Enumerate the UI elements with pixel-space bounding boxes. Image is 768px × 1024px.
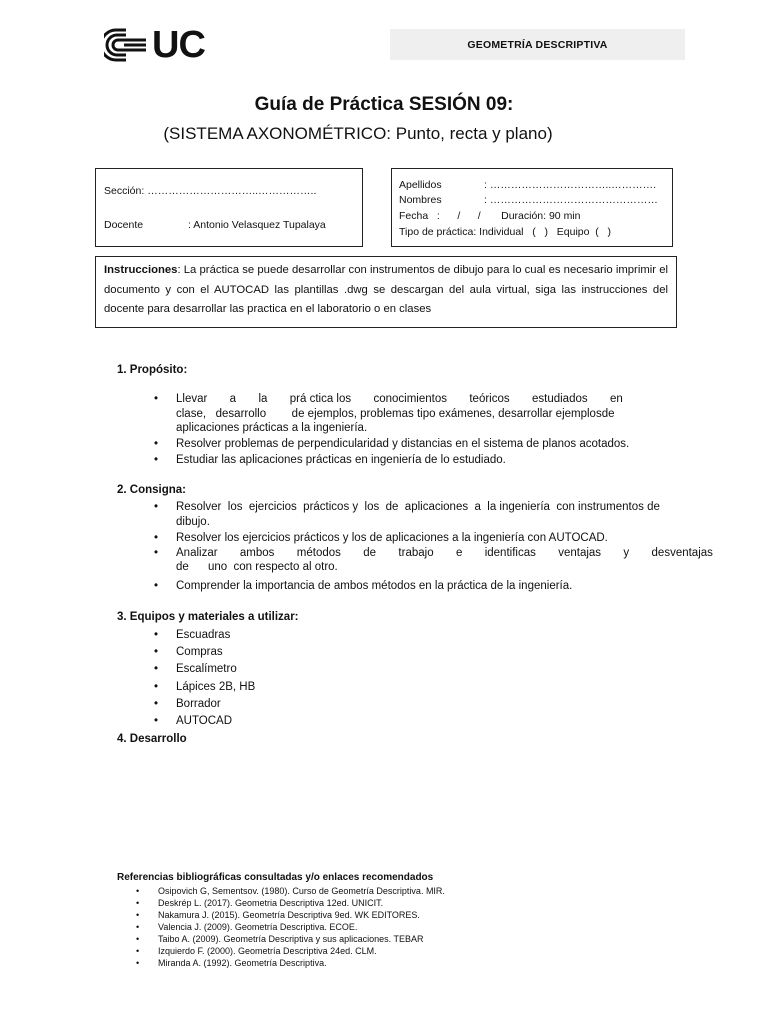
- page-title: Guía de Práctica SESIÓN 09:: [254, 94, 514, 115]
- nombres-label: Nombres: [399, 194, 442, 206]
- section-consigna-heading: 2. Consigna:: [117, 484, 187, 496]
- uc-logo: [104, 24, 205, 66]
- course-label: GEOMETRÍA DESCRIPTIVA: [390, 29, 685, 60]
- section-equipos-heading: 3. Equipos y materiales a utilizar:: [117, 611, 299, 623]
- nombres-field: : …………………………………………: [484, 194, 658, 206]
- instructions-box: [95, 256, 677, 328]
- instructions-label: Instrucciones: [104, 264, 178, 276]
- docente-value: : Antonio Velasquez Tupalaya: [188, 219, 326, 231]
- apellidos-label: Apellidos: [399, 179, 442, 191]
- student-info-left: [95, 168, 363, 247]
- apellidos-field: : ……………………………..………….: [484, 179, 657, 191]
- student-info-right: [391, 168, 673, 247]
- logo-text: UC: [152, 24, 205, 66]
- fecha-line: Fecha : / / Duración: 90 min: [399, 210, 581, 222]
- docente-label: Docente: [104, 219, 144, 231]
- seccion-field: Sección: …………………………..……………..: [104, 185, 317, 197]
- tipo-practica-line: Tipo de práctica: Individual ( ) Equipo ( ): [399, 226, 612, 238]
- uc-logo-mark-icon: [104, 28, 148, 62]
- page-subtitle: (SISTEMA AXONOMÉTRICO: Punto, recta y plano): [163, 124, 553, 143]
- section-desarrollo-heading: 4. Desarrollo: [117, 733, 187, 745]
- instructions-text: : La práctica se puede desarrollar con instrumentos de dibujo para lo cual es necesario imprimir el documento y con el AUTOCAD las plantillas .dwg se descargan del aula virtual, siga las instrucciones del docente para desarrollar las practica en el laboratorio o en clases: [104, 264, 668, 315]
- section-proposito-heading: 1. Propósito:: [117, 364, 188, 376]
- references-heading: Referencias bibliográficas consultadas y/o enlaces recomendados: [117, 872, 434, 883]
